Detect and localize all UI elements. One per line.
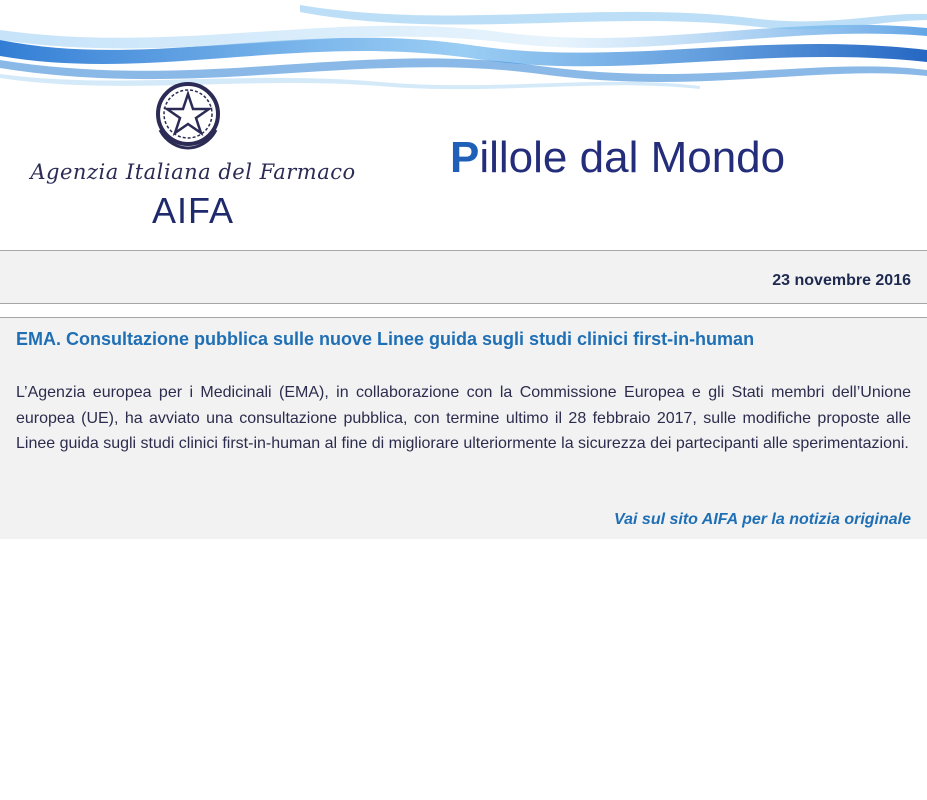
article-body: L’Agenzia europea per i Medicinali (EMA), in collaborazione con la Commissione Europea e gli Stati membri dell’Unione europea (UE), ha avviato una consultazione pubblica, con termine ultimo il 28 febbraio 2017, sulle modifiche proposte alle Linee guida sugli studi clinici first-in-human al fine di migliorare ulteriormente la sicurezza dei partecipanti alle sperimentazioni.: [16, 384, 911, 452]
header-banner: [0, 0, 927, 250]
aifa-logo[interactable]: [28, 78, 358, 238]
newsletter-title-initial: P: [450, 133, 480, 182]
newsletter-title-rest: illole dal Mondo: [479, 133, 786, 182]
newsletter-title: [450, 133, 785, 183]
date-band: [0, 250, 927, 304]
agency-name: Agenzia Italiana del Farmaco: [30, 160, 356, 184]
agency-acronym: AIFA: [151, 190, 235, 231]
news-article: [0, 317, 927, 539]
issue-date: 23 novembre 2016: [772, 272, 911, 289]
article-title: EMA. Consultazione pubblica sulle nuove Linee guida sugli studi clinici first-in-human: [16, 329, 755, 349]
italian-republic-emblem-icon: [152, 78, 224, 150]
original-news-link[interactable]: Vai sul sito AIFA per la notizia originale: [614, 511, 911, 528]
